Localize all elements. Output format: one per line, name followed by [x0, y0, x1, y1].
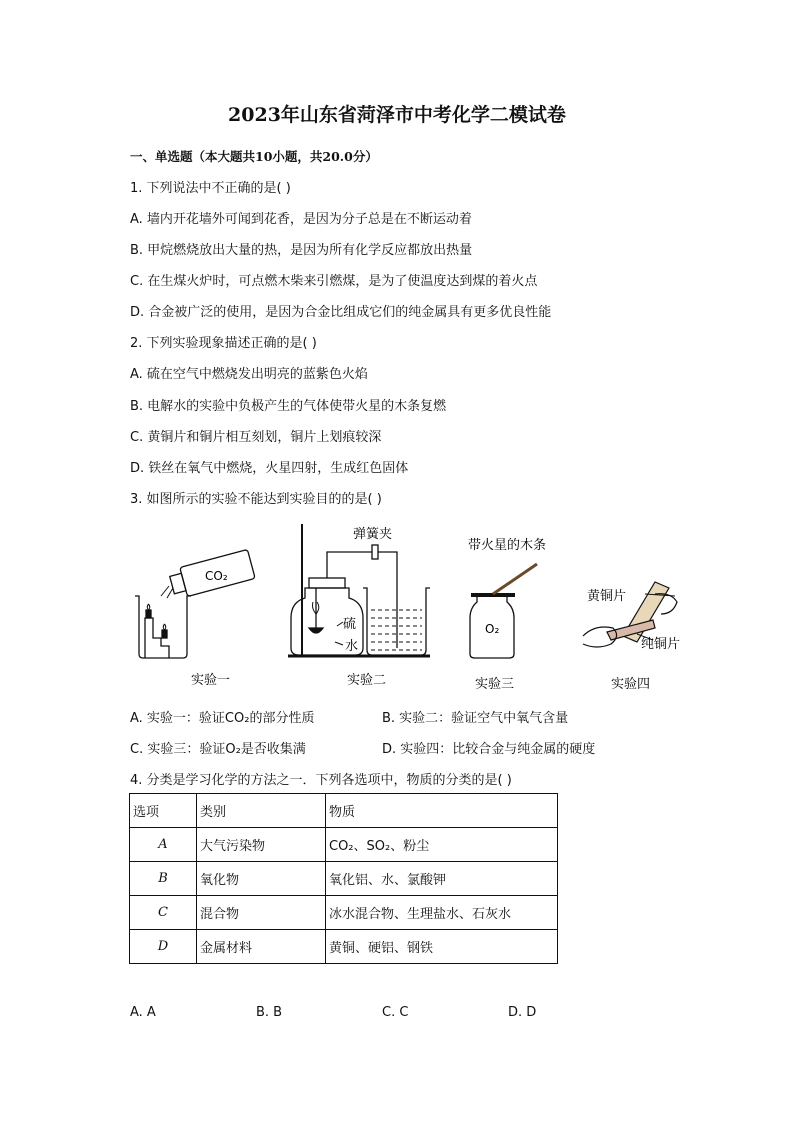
q4-table [129, 793, 558, 964]
q4-option-d[interactable]: D. D [508, 1005, 537, 1020]
q4-option-a[interactable]: A. A [130, 1005, 156, 1020]
q4-option-b[interactable]: B. B [256, 1005, 283, 1020]
q1-option-b[interactable]: B. 甲烷燃烧放出大量的热，是因为所有化学反应都放出热量 [130, 243, 473, 258]
q3-stem: 3. 如图所示的实验不能达到实验目的的是( ) [130, 492, 382, 507]
page-title: 2023年山东省菏泽市中考化学二模试卷 [228, 104, 566, 126]
exp2-clip-label: 弹簧夹 [353, 527, 393, 542]
q1-option-a[interactable]: A. 墙内开花墙外可闻到花香，是因为分子总是在不断运动着 [130, 212, 472, 227]
experiment-one-apparatus [135, 549, 255, 658]
q2-option-d[interactable]: D. 铁丝在氧气中燃烧，火星四射，生成红色固体 [130, 461, 409, 476]
table-row [130, 930, 558, 964]
q3-option-c[interactable]: C. 实验三：验证O₂是否收集满 [130, 742, 306, 757]
table-cell: 氧化铝、水、氯酸钾 [326, 862, 558, 896]
exp2-sulfur-label: 硫 [343, 617, 357, 632]
q2-stem: 2. 下列实验现象描述正确的是( ) [130, 336, 317, 351]
q3-option-b[interactable]: B. 实验二：验证空气中氧气含量 [382, 711, 569, 726]
table-cell: C [130, 896, 197, 930]
exp2-water-label: 水 [345, 639, 359, 654]
exp4-brass-label: 黄铜片 [587, 589, 627, 604]
table-cell: B [130, 862, 197, 896]
table-row [130, 862, 558, 896]
experiment-three-apparatus [470, 564, 537, 658]
table-cell: A [130, 828, 197, 862]
table-cell: 冰水混合物、生理盐水、石灰水 [326, 896, 558, 930]
table-header-row [130, 794, 558, 828]
exp3-o2-label: O₂ [485, 622, 500, 636]
exp2-label: 实验二 [347, 673, 387, 688]
table-row [130, 896, 558, 930]
table-header-cell: 物质 [326, 794, 558, 828]
table-cell: 混合物 [197, 896, 326, 930]
q1-stem: 1. 下列说法中不正确的是( ) [130, 181, 291, 196]
q3-figure [125, 518, 695, 698]
table-cell: 黄铜、硬铝、钢铁 [326, 930, 558, 964]
table-row [130, 828, 558, 862]
table-cell: D [130, 930, 197, 964]
q2-option-c[interactable]: C. 黄铜片和铜片相互刻划，铜片上划痕较深 [130, 430, 382, 445]
exp3-splint-label: 带火星的木条 [468, 538, 547, 553]
section-heading: 一、单选题（本大题共10小题，共20.0分） [130, 149, 378, 164]
table-cell: 大气污染物 [197, 828, 326, 862]
exp3-label: 实验三 [475, 677, 515, 692]
q3-option-a[interactable]: A. 实验一：验证CO₂的部分性质 [130, 711, 315, 726]
q1-option-c[interactable]: C. 在生煤火炉时，可点燃木柴来引燃煤，是为了使温度达到煤的着火点 [130, 274, 538, 289]
table-header-cell: 类别 [197, 794, 326, 828]
exp4-copper-label: 纯铜片 [641, 637, 681, 652]
exp4-label: 实验四 [611, 677, 651, 692]
q1-option-d[interactable]: D. 合金被广泛的使用，是因为合金比组成它们的纯金属具有更多优良性能 [130, 305, 552, 320]
exp1-co2-label: CO₂ [205, 569, 228, 583]
q3-option-d[interactable]: D. 实验四：比较合金与纯金属的硬度 [382, 742, 596, 757]
q4-option-c[interactable]: C. C [382, 1005, 409, 1020]
exp1-label: 实验一 [191, 673, 231, 688]
q2-option-b[interactable]: B. 电解水的实验中负极产生的气体使带火星的木条复燃 [130, 399, 447, 414]
q4-stem: 4. 分类是学习化学的方法之一．下列各选项中，物质的分类的是( ) [130, 773, 512, 788]
table-cell: 金属材料 [197, 930, 326, 964]
table-cell: 氧化物 [197, 862, 326, 896]
table-cell: CO₂、SO₂、粉尘 [326, 828, 558, 862]
experiment-two-apparatus [288, 524, 430, 656]
q2-option-a[interactable]: A. 硫在空气中燃烧发出明亮的蓝紫色火焰 [130, 367, 368, 382]
table-header-cell: 选项 [130, 794, 197, 828]
